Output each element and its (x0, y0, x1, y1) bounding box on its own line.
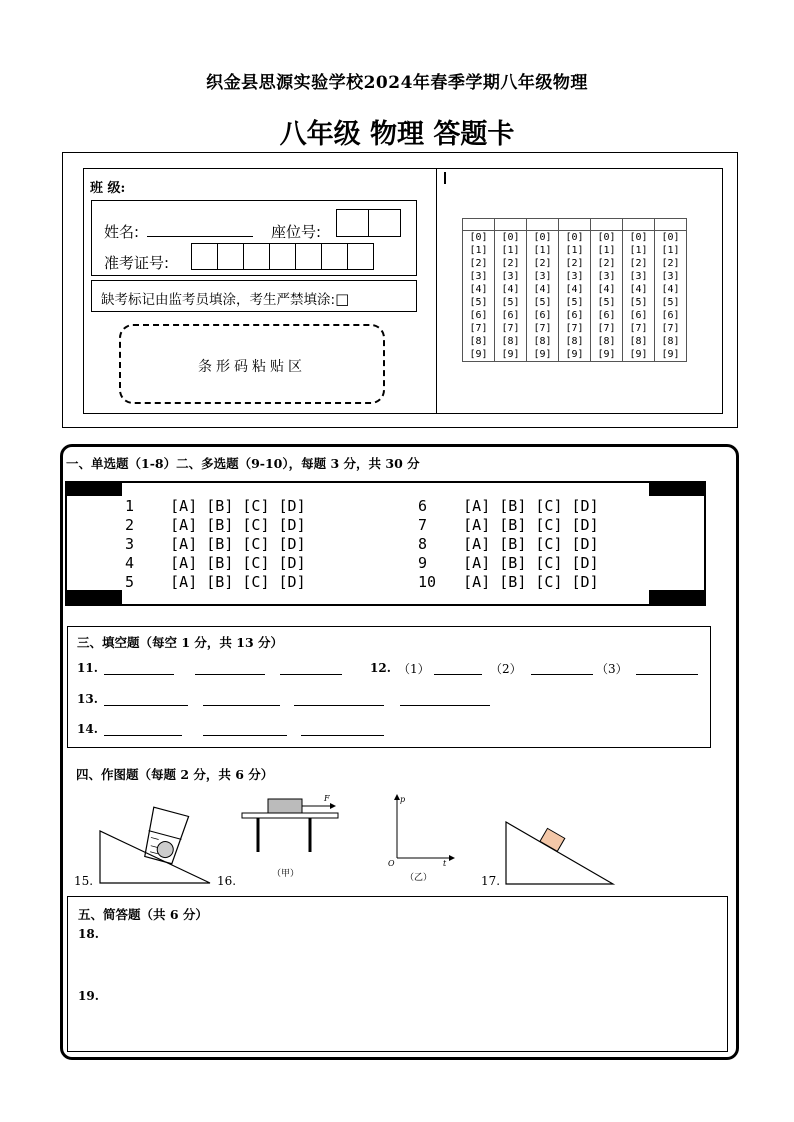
name-field[interactable] (147, 236, 253, 237)
id-digit-bubble[interactable]: [6] (463, 309, 495, 322)
q18-number: 18. (78, 927, 99, 941)
id-grid-header-cell (655, 219, 687, 231)
id-digit-bubble[interactable]: [3] (463, 270, 495, 283)
fig16b-label: （乙） (405, 873, 433, 883)
id-digit-bubble[interactable]: [7] (591, 322, 623, 335)
id-digit-bubble[interactable]: [1] (623, 244, 655, 257)
id-digit-bubble[interactable]: [9] (591, 348, 623, 362)
q12-blank-1[interactable] (434, 674, 482, 675)
id-digit-bubble[interactable]: [5] (623, 296, 655, 309)
id-digit-bubble[interactable]: [1] (463, 244, 495, 257)
force-label: F (324, 794, 330, 803)
id-digit-bubble[interactable]: [6] (559, 309, 591, 322)
id-digit-bubble[interactable]: [8] (463, 335, 495, 348)
id-digit-bubble[interactable]: [3] (559, 270, 591, 283)
id-digit-bubble[interactable]: [8] (623, 335, 655, 348)
id-digit-bubble[interactable]: [2] (623, 257, 655, 270)
id-digit-bubble[interactable]: [7] (559, 322, 591, 335)
id-digit-bubble[interactable]: [7] (495, 322, 527, 335)
q17-number: 17. (481, 874, 501, 888)
id-digit-bubble[interactable]: [0] (463, 231, 495, 245)
header-divider (436, 168, 437, 414)
id-digit-bubble[interactable]: [5] (591, 296, 623, 309)
id-digit-bubble[interactable]: [6] (591, 309, 623, 322)
school-title: 织金县思源实验学校2024年春季学期八年级物理 (206, 73, 588, 93)
id-digit-bubble[interactable]: [4] (527, 283, 559, 296)
q11-blank-1[interactable] (104, 674, 174, 675)
q14-blank-1[interactable] (104, 735, 182, 736)
id-digit-bubble[interactable]: [0] (591, 231, 623, 245)
seat-cell-1[interactable] (336, 209, 369, 237)
id-digit-bubble[interactable]: [2] (591, 257, 623, 270)
id-digit-bubble[interactable]: [8] (559, 335, 591, 348)
id-digit-bubble[interactable]: [0] (559, 231, 591, 245)
id-digit-bubble[interactable]: [8] (591, 335, 623, 348)
id-digit-bubble[interactable]: [3] (495, 270, 527, 283)
q13-blank-3[interactable] (294, 705, 384, 706)
id-digit-bubble[interactable]: [5] (463, 296, 495, 309)
figure-15-incline-cup[interactable] (95, 805, 215, 887)
section1-title: 一、单选题（1-8）二、多选题（9-10），每题 3 分，共 30 分 (66, 456, 420, 471)
id-digit-bubble[interactable]: [0] (655, 231, 687, 245)
exam-no-cell[interactable] (243, 243, 270, 270)
id-digit-bubble[interactable]: [3] (623, 270, 655, 283)
id-digit-bubble[interactable]: [8] (495, 335, 527, 348)
q14-blank-3[interactable] (301, 735, 384, 736)
barcode-label: 条形码粘贴区 (198, 359, 306, 375)
id-digit-bubble[interactable]: [5] (655, 296, 687, 309)
id-digit-bubble[interactable]: [9] (623, 348, 655, 362)
mc-row-9[interactable]: 9 [A] [B] [C] [D] (418, 554, 599, 572)
seat-label: 座位号: (271, 223, 322, 241)
id-digit-bubble[interactable]: [0] (527, 231, 559, 245)
q19-answer-area[interactable] (100, 987, 720, 1047)
id-digit-bubble[interactable]: [9] (463, 348, 495, 362)
section3-title: 三、填空题（每空 1 分，共 13 分） (77, 635, 284, 650)
id-digit-bubble[interactable]: [1] (495, 244, 527, 257)
id-digit-bubble[interactable]: [4] (559, 283, 591, 296)
q13-blank-4[interactable] (400, 705, 490, 706)
mc-row-3[interactable]: 3 [A] [B] [C] [D] (125, 535, 306, 553)
id-digit-bubble[interactable]: [8] (655, 335, 687, 348)
id-digit-bubble[interactable]: [7] (463, 322, 495, 335)
id-digit-bubble[interactable]: [6] (495, 309, 527, 322)
mc-row-10[interactable]: 10 [A] [B] [C] [D] (418, 573, 599, 591)
id-digit-bubble[interactable]: [7] (623, 322, 655, 335)
q14-number: 14. (77, 722, 98, 736)
id-digit-bubble[interactable]: [2] (463, 257, 495, 270)
exam-no-cell[interactable] (217, 243, 244, 270)
exam-no-cell[interactable] (321, 243, 348, 270)
id-digit-bubble[interactable]: [4] (591, 283, 623, 296)
id-digit-bubble[interactable]: [1] (527, 244, 559, 257)
id-grid-header-cell (527, 219, 559, 231)
q12-number: 12. (370, 661, 391, 675)
id-digit-bubble[interactable]: [2] (527, 257, 559, 270)
id-digit-bubble[interactable]: [4] (495, 283, 527, 296)
mc-row-6[interactable]: 6 [A] [B] [C] [D] (418, 497, 599, 515)
id-digit-bubble[interactable]: [3] (591, 270, 623, 283)
id-grid-header-cell (495, 219, 527, 231)
figure-16-table-block[interactable] (238, 792, 343, 862)
q12-part-2: （2） (490, 662, 522, 676)
id-digit-bubble[interactable]: [6] (623, 309, 655, 322)
q18-answer-area[interactable] (100, 925, 720, 980)
id-digit-bubble[interactable]: [4] (463, 283, 495, 296)
mc-row-5[interactable]: 5 [A] [B] [C] [D] (125, 573, 306, 591)
id-digit-bubble[interactable]: [6] (655, 309, 687, 322)
id-digit-bubble[interactable]: [3] (655, 270, 687, 283)
exam-no-cell[interactable] (269, 243, 296, 270)
q12-part-3: （3） (596, 662, 628, 676)
id-digit-bubble[interactable]: [5] (495, 296, 527, 309)
exam-no-cell[interactable] (191, 243, 218, 270)
exam-no-label: 准考证号: (104, 254, 170, 272)
id-digit-bubble[interactable]: [6] (527, 309, 559, 322)
axis-t: t (443, 859, 447, 868)
q12-blank-3[interactable] (636, 674, 698, 675)
id-grid-header-cell (591, 219, 623, 231)
id-digit-bubble[interactable]: [9] (527, 348, 559, 362)
figure-16-p-t-axes[interactable] (385, 790, 460, 868)
timing-mark (649, 482, 705, 496)
id-digit-bubble[interactable]: [9] (495, 348, 527, 362)
fig16-label: （甲） (272, 869, 300, 879)
q13-number: 13. (77, 692, 98, 706)
id-digit-bubble[interactable]: [0] (495, 231, 527, 245)
timing-mark (66, 590, 122, 604)
id-digit-bubble[interactable]: [9] (559, 348, 591, 362)
id-grid-header-cell (463, 219, 495, 231)
q11-number: 11. (77, 661, 98, 675)
cursor-mark (444, 172, 446, 184)
absent-note (101, 288, 349, 308)
q12-part-1: （1） (398, 662, 430, 676)
id-digit-bubble[interactable]: [1] (655, 244, 687, 257)
mc-row-1[interactable]: 1 [A] [B] [C] [D] (125, 497, 306, 515)
id-grid-header-cell (623, 219, 655, 231)
q11-blank-3[interactable] (280, 674, 342, 675)
q13-blank-2[interactable] (203, 705, 280, 706)
mc-row-4[interactable]: 4 [A] [B] [C] [D] (125, 554, 306, 572)
absent-checkbox[interactable]: □ (335, 290, 350, 308)
q14-blank-2[interactable] (203, 735, 287, 736)
id-digit-bubble[interactable]: [4] (655, 283, 687, 296)
id-digit-bubble[interactable]: [2] (559, 257, 591, 270)
origin-label: O (388, 859, 395, 868)
exam-no-cell[interactable] (295, 243, 322, 270)
timing-mark (66, 482, 122, 496)
figure-17-incline-block[interactable] (500, 812, 620, 888)
id-digit-bubble[interactable]: [1] (591, 244, 623, 257)
name-label: 姓名: (104, 223, 140, 241)
class-label: 班 级: (90, 181, 126, 196)
axis-p: p (400, 795, 406, 804)
seat-cell-2[interactable] (368, 209, 401, 237)
timing-mark (649, 590, 705, 604)
q16-number: 16. (217, 874, 237, 888)
q12-blank-2[interactable] (531, 674, 593, 675)
id-digit-bubble[interactable]: [4] (623, 283, 655, 296)
id-digit-bubble[interactable]: [7] (527, 322, 559, 335)
id-digit-bubble[interactable]: [7] (655, 322, 687, 335)
id-digit-bubble[interactable]: [5] (527, 296, 559, 309)
id-bubble-grid[interactable] (462, 218, 687, 362)
id-digit-bubble[interactable]: [9] (655, 348, 687, 362)
id-digit-bubble[interactable]: [3] (527, 270, 559, 283)
q19-number: 19. (78, 989, 99, 1003)
id-digit-bubble[interactable]: [0] (623, 231, 655, 245)
id-digit-bubble[interactable]: [2] (495, 257, 527, 270)
id-digit-bubble[interactable]: [8] (527, 335, 559, 348)
id-grid-header-cell (559, 219, 591, 231)
q15-number: 15. (74, 874, 94, 888)
id-digit-bubble[interactable]: [1] (559, 244, 591, 257)
exam-no-cell[interactable] (347, 243, 374, 270)
absent-note-text: 缺考标记由监考员填涂，考生严禁填涂: (101, 292, 336, 308)
q13-blank-1[interactable] (104, 705, 188, 706)
card-title: 八年级 物理 答题卡 (279, 119, 515, 150)
id-digit-bubble[interactable]: [5] (559, 296, 591, 309)
section5-title: 五、简答题（共 6 分） (78, 907, 208, 922)
q11-blank-2[interactable] (195, 674, 265, 675)
mc-row-8[interactable]: 8 [A] [B] [C] [D] (418, 535, 599, 553)
mc-row-2[interactable]: 2 [A] [B] [C] [D] (125, 516, 306, 534)
id-digit-bubble[interactable]: [2] (655, 257, 687, 270)
section4-title: 四、作图题（每题 2 分，共 6 分） (76, 767, 274, 782)
mc-row-7[interactable]: 7 [A] [B] [C] [D] (418, 516, 599, 534)
